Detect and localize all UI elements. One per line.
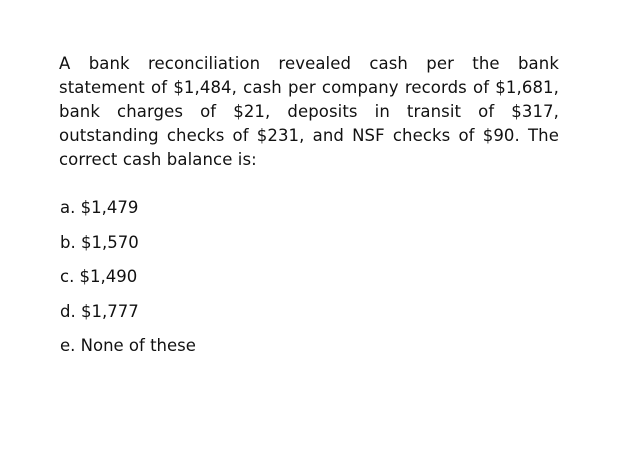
option-b: b. $1,570 xyxy=(60,232,139,252)
option-e: e. None of these xyxy=(60,336,196,355)
option-c: c. $1,490 xyxy=(60,267,138,286)
question-line: outstanding checks of $231, and NSF checks of $90. The xyxy=(59,126,559,145)
question-line: statement of $1,484, cash per company records of $1,681, xyxy=(59,78,559,97)
option-d: d. $1,777 xyxy=(60,301,139,321)
answer-options xyxy=(60,196,196,369)
question-line: bank charges of $21, deposits in transit of $317, xyxy=(59,102,559,121)
option-a: a. $1,479 xyxy=(60,198,139,217)
question-line: correct cash balance is: xyxy=(59,150,257,169)
question-line: A bank reconciliation revealed cash per the bank xyxy=(59,54,559,73)
question-text xyxy=(59,52,559,172)
